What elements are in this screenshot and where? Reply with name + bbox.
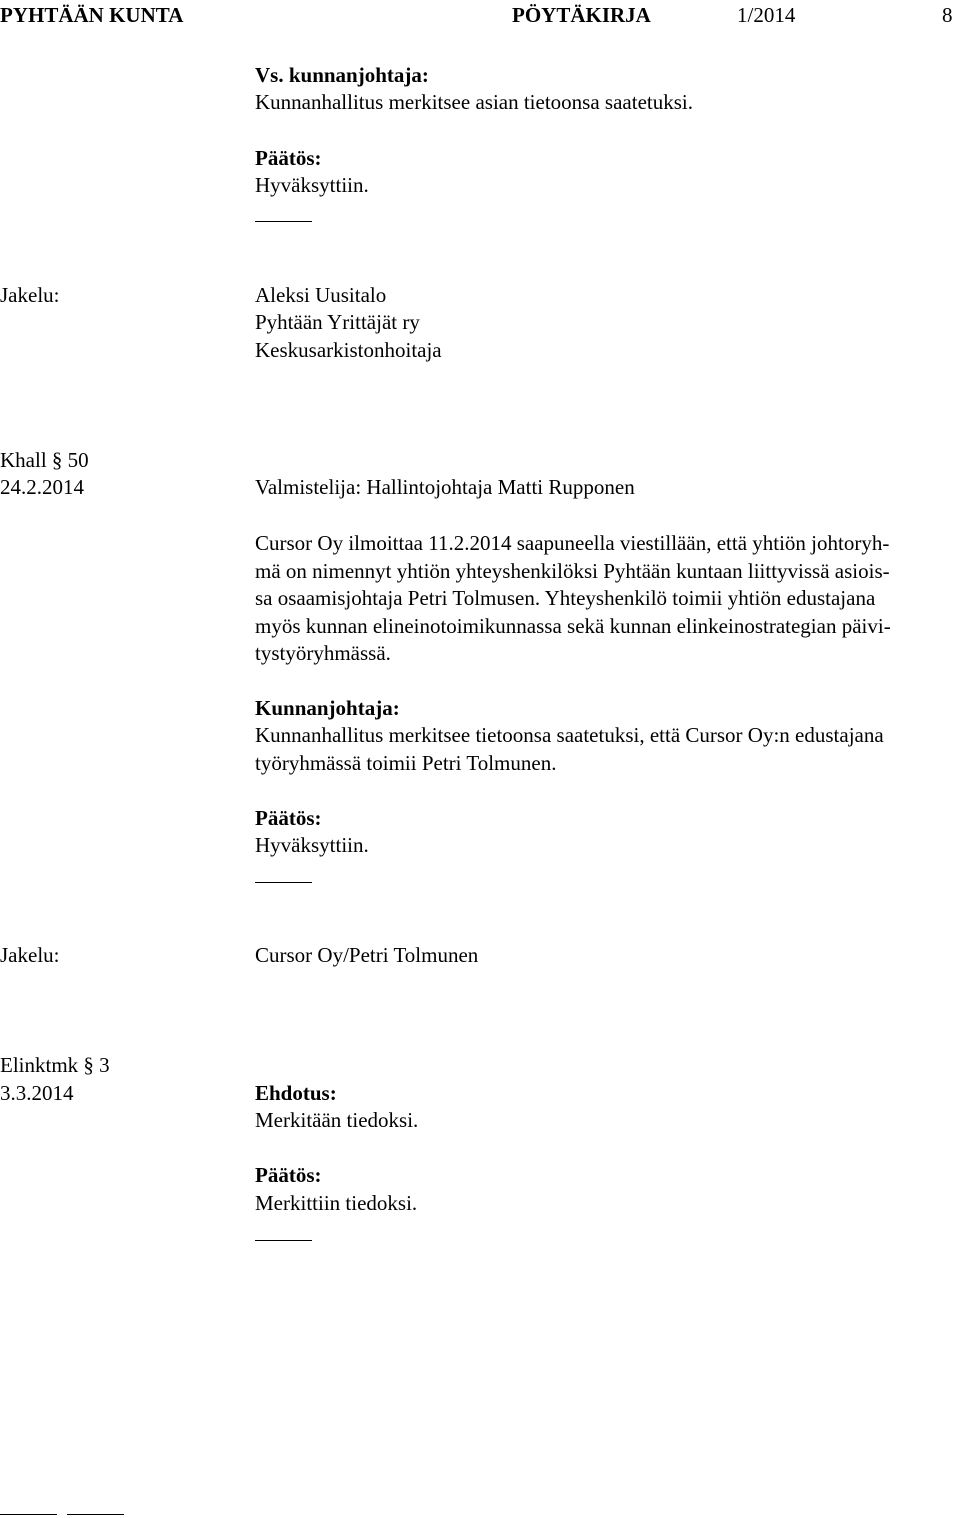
signature-line [0, 1514, 57, 1515]
proposal-line: työryhmässä toimii Petri Tolmunen. [255, 751, 557, 775]
organization-name: PYHTÄÄN KUNTA [0, 3, 184, 27]
proposer-label: Vs. kunnanjohtaja: [255, 63, 429, 87]
proposal-label: Ehdotus: [255, 1081, 337, 1105]
section-divider [255, 882, 312, 883]
decision-text: Hyväksyttiin. [255, 833, 369, 857]
section-divider [255, 1240, 312, 1241]
distribution-recipient: Cursor Oy/Petri Tolmunen [255, 943, 479, 967]
document-type: PÖYTÄKIRJA [512, 3, 651, 27]
paragraph-line: mä on nimennyt yhtiön yhteyshenkilöksi Pyhtään kuntaan liittyvissä asiois- [255, 559, 890, 583]
paragraph-line: tystyöryhmässä. [255, 641, 391, 665]
section-number: Khall § 50 [0, 448, 89, 472]
distribution-recipient: Keskusarkistonhoitaja [255, 338, 442, 362]
distribution-label: Jakelu: [0, 943, 60, 967]
decision-text: Merkittiin tiedoksi. [255, 1191, 418, 1215]
proposer-label: Kunnanjohtaja: [255, 696, 400, 720]
paragraph-line: myös kunnan elineinotoimikunnassa sekä kunnan elinkeinostrategian päivi- [255, 614, 891, 638]
paragraph-line: Cursor Oy ilmoittaa 11.2.2014 saapuneella viestillään, että yhtiön johtoryh- [255, 531, 890, 555]
section-date: 3.3.2014 [0, 1081, 74, 1105]
distribution-recipient: Aleksi Uusitalo [255, 283, 387, 307]
preparer: Valmistelija: Hallintojohtaja Matti Rupponen [255, 475, 635, 499]
section-divider [255, 221, 312, 222]
proposal-line: Kunnanhallitus merkitsee tietoonsa saatetuksi, että Cursor Oy:n edustajana [255, 723, 884, 747]
distribution-recipient: Pyhtään Yrittäjät ry [255, 310, 420, 334]
proposal-text: Kunnanhallitus merkitsee asian tietoonsa saatetuksi. [255, 90, 693, 114]
page-number: 8 [942, 3, 953, 27]
decision-label: Päätös: [255, 1163, 322, 1187]
distribution-label: Jakelu: [0, 283, 60, 307]
section-date: 24.2.2014 [0, 475, 84, 499]
section-number: Elinktmk § 3 [0, 1053, 110, 1077]
proposal-text: Merkitään tiedoksi. [255, 1108, 419, 1132]
document-number: 1/2014 [737, 3, 796, 27]
signature-line [67, 1514, 124, 1515]
decision-text: Hyväksyttiin. [255, 173, 369, 197]
paragraph-line: sa osaamisjohtaja Petri Tolmusen. Yhteyshenkilö toimii yhtiön edustajana [255, 586, 876, 610]
decision-label: Päätös: [255, 146, 322, 170]
decision-label: Päätös: [255, 806, 322, 830]
